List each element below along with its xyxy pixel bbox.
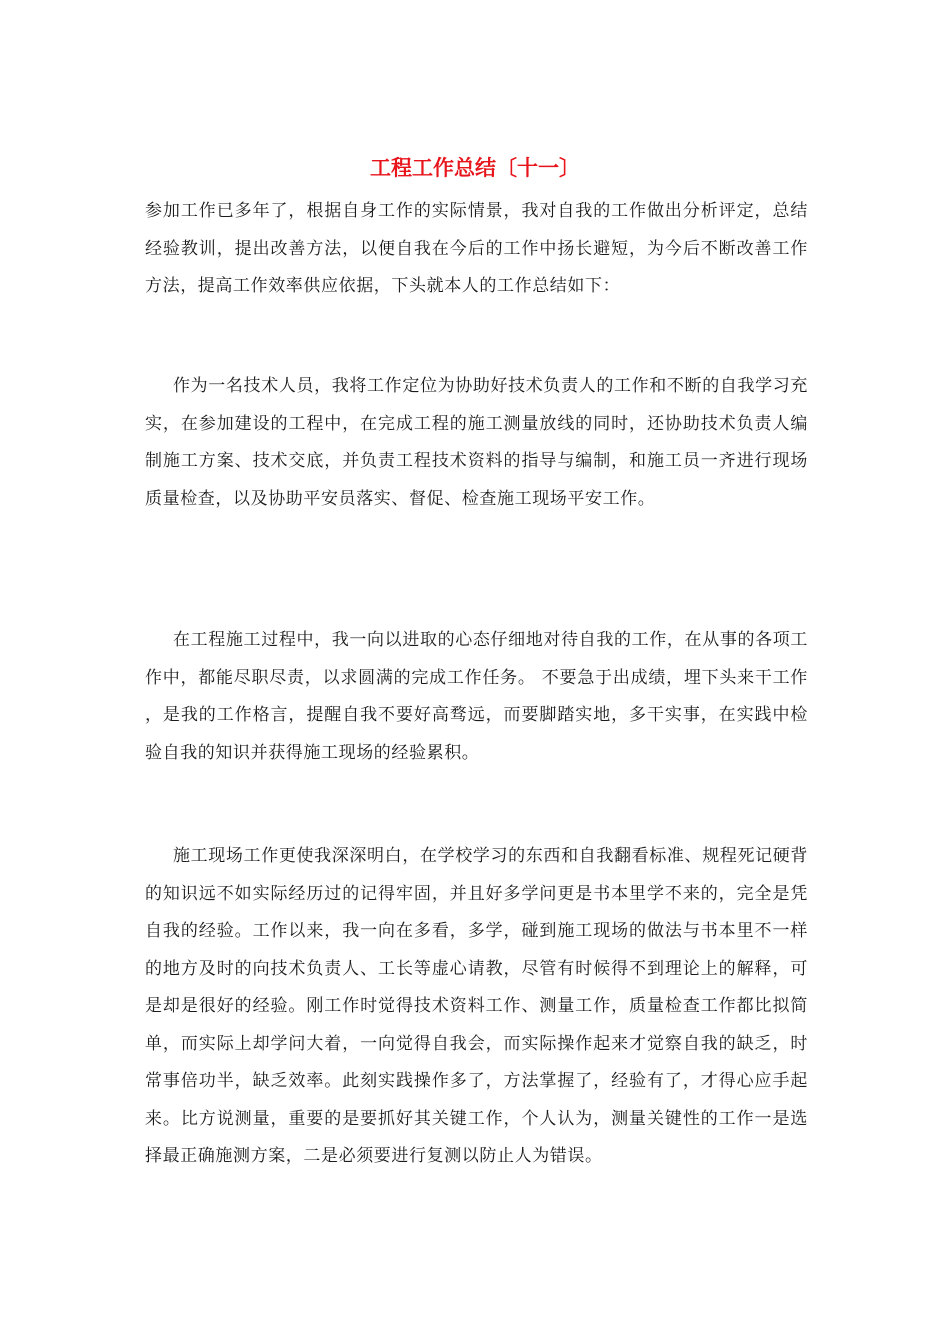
paragraph-attitude: 在工程施工过程中，我一向以进取的心态仔细地对待自我的工作，在从事的各项工作中，都能尽职尽责，以求圆满的完成工作任务。 不要急于出成绩，埋下头来干工作 ，是我的工作格言，提醒自我不要好高骛远，而要脚踏实地，多干实事，在实践中检验自我的知识并获得施工现场的经验累积。 xyxy=(145,630,808,763)
document-title: 工程工作总结〔十一〕 xyxy=(370,156,580,180)
paragraph-intro: 参加工作已多年了，根据自身工作的实际情景，我对自我的工作做出分析评定，总结经验教训，提出改善方法，以便自我在今后的工作中扬长避短，为今后不断改善工作方法，提高工作效率供应依据，下头就本人的工作总结如下： xyxy=(145,201,808,296)
paragraph-role: 作为一名技术人员，我将工作定位为协助好技术负责人的工作和不断的自我学习充实，在参加建设的工程中，在完成工程的施工测量放线的同时，还协助技术负责人编制施工方案、技术交底，并负责工程技术资料的指导与编制，和施工员一齐进行现场质量检查，以及协助平安员落实、督促、检查施工现场平安工作。 xyxy=(145,376,808,509)
paragraph-experience: 施工现场工作更使我深深明白，在学校学习的东西和自我翻看标准、规程死记硬背的知识远不如实际经历过的记得牢固，并且好多学问更是书本里学不来的，完全是凭自我的经验。工作以来，我一向在多看，多学，碰到施工现场的做法与书本里不一样的地方及时的向技术负责人、工长等虚心请教，尽管有时候得不到理论上的解释，可是却是很好的经验。刚工作时觉得技术资料工作、测量工作，质量检查工作都比拟简单，而实际上却学问大着，一向觉得自我会，而实际操作起来才觉察自我的缺乏，时常事倍功半，缺乏效率。此刻实践操作多了，方法掌握了，经验有了，才得心应手起来。比方说测量，重要的是要抓好其关键工作，个人认为，测量关键性的工作一是选择最正确施测方案，二是必须要进行复测以防止人为错误。 xyxy=(145,846,808,1166)
